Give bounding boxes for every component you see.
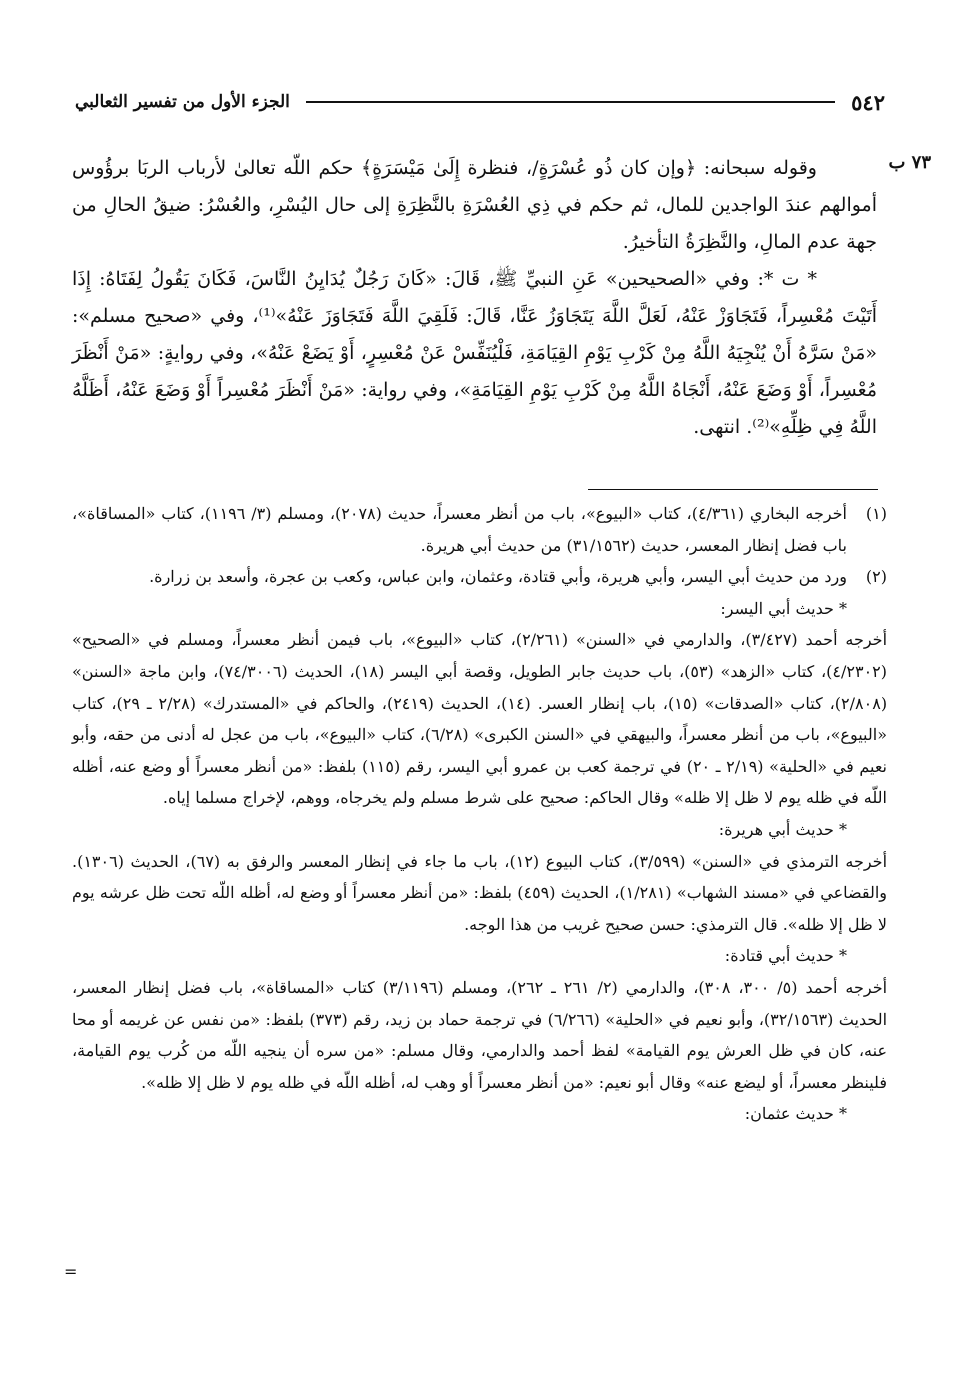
footnote-text: ورد من حديث أبي اليسر، وأبي هريرة، وأبي قتادة، وعثمان، وابن عباس، وكعب بن عجرة، وأسعد بن زرارة.: [149, 567, 847, 587]
footnote-1: [72, 498, 887, 561]
main-paragraph: * ت *: وفي «الصحيحين» عَنِ النبيِّ ﷺ، قَالَ: «كَانَ رَجُلٌ يُدَايِنُ النَّاسَ، فَكَانَ يَقُولُ لِفَتَاهُ: إِذَا أَتَيْتَ مُعْسِراً، فَتَجَاوَزْ عَنْهُ، لَعَلَّ اللَّهَ يَتَجَاوَزُ عَنَّا، قَالَ: فَلَقِيَ اللَّهَ فَتَجَاوَزَ عَنْهُ»⁽¹⁾، وفي «صحيح مسلم»: «مَنْ سَرَّهُ أَنْ يُنْجِيَهُ اللَّهُ مِنْ كَرْبِ يَوْمِ القِيَامَةِ، فَلْيُنَفِّسْ عَنْ مُعْسِرٍ، أَوْ يَضَعْ عَنْهُ»، وفي روايةٍ: «مَنْ أَنْظَرَ مُعْسِراً، أَوْ وَضَعَ عَنْهُ، أَنْجَاهُ اللَّهُ مِنْ كَرْبِ يَوْمِ القِيَامَةِ»، وفي رواية: «مَنْ أَنْظَرَ مُعْسِراً أَوْ وَضَعَ عَنْهُ، أَظَلَّهُ اللَّهُ فِي ظِلِّهِ»⁽²⁾. انتهى.: [72, 268, 878, 438]
footnote-number: (٢): [865, 567, 887, 587]
footnote-number: (١): [865, 504, 887, 523]
page-header: [75, 88, 885, 116]
footnotes: [72, 498, 887, 1130]
footnote-subheading: * حديث أبي اليسر:: [720, 598, 847, 618]
main-paragraph: وقوله سبحانه: ﴿وإن كان ذُو عُسْرَةٍ/، فنظرة إِلَىٰ مَيْسَرَةٍ﴾ حكم اللّه تعالىٰ لأرباب الربَا برؤُوس أموالهم عندَ الواجدين للمال، ثم حكم في ذِي العُسْرَةِ بالنَّظِرَةِ إلى حال اليُسْرِ، والعُسْرُ: ضيقُ الحالِ من جهة عدم المالِ، والنَّظِرَةُ التأخيرُ.: [72, 157, 877, 253]
footnote-subheading: * حديث أبي هريرة:: [718, 819, 847, 839]
manuscript-folio-marker: ٧٣ ب: [888, 152, 931, 173]
running-title: الجزء الأول من تفسير الثعالبي: [75, 92, 290, 112]
footnote-paragraph: أخرجه أحمد (٣/٤٢٧)، والدارمي في «السنن» (٢/٢٦١)، كتاب «البيوع»، باب فيمن أنظر معسراً، ومسلم في «الصحيح» (٤/٢٣٠٢)، كتاب «الزهد» (٥٣)، باب حديث جابر الطويل، وقصة أبي اليسر (١٨)، الحديث (٧٤/٣٠٠٦)، وابن ماجة «السنن» (٢/٨٠٨)، كتاب «الصدقات» (١٥)، باب إنظار العسر. (١٤)، الحديث (٢٤١٩)، والحاكم في «المستدرك» (٢/٢٨ ـ ٢٩)، كتاب «البيوع»، باب من أنظر معسراً، والبيهقي في «السنن الكبرى» (٦/٢٨)، كتاب «البيوع»، باب من عجل له أدنى من حقه، وأبو نعيم في «الحلية» (٢/١٩ ـ ٢٠) في ترجمة كعب بن عمرو أبي اليسر، رقم (١١٥) بلفظ: «من أنظر معسراً أو وضع عنه، أظله اللّه في ظله يوم لا ظل إلا ظله» وقال الحاكم: صحيح على شرط مسلم ولم يخرجاه، ووهم، لإخراج مسلما إياه.: [72, 630, 888, 808]
footnote-separator: [588, 489, 878, 490]
footnote-paragraph: أخرجه أحمد (٥/ ٣٠٠، ٣٠٨)، والدارمي (٢/ ٢٦١ ـ ٢٦٢)، ومسلم (٣/١١٩٦) كتاب «المساقاة»، باب فضل إنظار المعسر، الحديث (٣٢/١٥٦٣)، وأبو نعيم في «الحلية» (٦/٢٦٦) في ترجمة حماد بن زيد، رقم (٣٧٣) بلفظ: «من نفس عن غريمه أو محا عنه، كان في ظل العرش يوم القيامة» لفظ أحمد والدارمي، وقال مسلم: «من سره أن ينجيه اللّه من كُرب يوم القيامة، فلينظر معسراً، أو ليضع عنه» وقال أبو نعيم: «من أنظر معسراً أو وهب له، أظله اللّه في ظله يوم لا ظل إلا ظله».: [72, 977, 888, 1092]
footnote-2: [72, 561, 887, 593]
footnote-paragraph: أخرجه الترمذي في «السنن» (٣/٥٩٩)، كتاب البيوع (١٢)، باب ما جاء في إنظار المعسر والرفق به (٦٧)، الحديث (١٣٠٦). والقضاعي في «مسند الشهاب» (١/٢٨١)، الحديث (٤٥٩) بلفظ: «من أنظر معسراً أو وضع له، أظله اللّه تحت ظل عرشه يوم لا ظل إلا ظله». قال الترمذي: حسن صحيح غريب من هذا الوجه.: [72, 851, 888, 934]
footnote-subheading: * حديث أبي قتادة:: [724, 946, 847, 966]
main-text: [72, 150, 877, 446]
footnote-text: أخرجه البخاري (٤/٣٦١)، كتاب «البيوع»، باب من أنظر معسراً، حديث (٢٠٧٨)، ومسلم (٣/ ١١٩٦)، كتاب «المساقاة»، باب فضل إنظار المعسر، حديث (٣١/١٥٦٢) من حديث أبي هريرة.: [72, 504, 848, 555]
footnote-subheading: * حديث عثمان:: [744, 1104, 847, 1124]
page-number: ٥٤٢: [851, 89, 885, 115]
header-rule: [306, 101, 835, 103]
continuation-mark: =: [64, 1262, 78, 1281]
